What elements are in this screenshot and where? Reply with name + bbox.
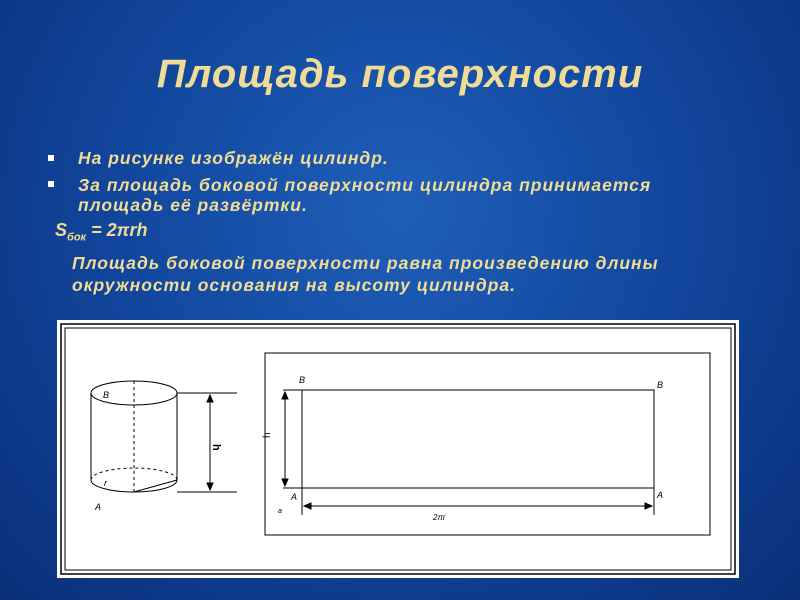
slide-title: Площадь поверхности [156,52,644,96]
formula-subscript: бок [67,231,87,244]
cylinder-label-r: r [104,478,107,488]
arrowhead-down-icon [282,479,288,486]
arrowhead-up-icon [207,395,213,402]
figure-frame [57,320,739,578]
bullet-marker [48,155,54,161]
dev-label-h: h [262,432,273,438]
explanation-paragraph: Площадь боковой поверхности равна произведению длины окружности основания на высоту цилиндра. [72,253,659,295]
development-rectangle [302,390,654,488]
cylinder-label-a: A [95,502,102,512]
dev-label-2pir: 2πr [433,513,446,522]
formula [55,220,147,244]
dev-caption: a [278,508,282,515]
cylinder-figure [57,320,739,578]
bullet-lateral-area: За площадь боковой поверхности цилиндра принимается площадь её развёртки. [78,175,652,215]
formula-symbol: S [55,220,68,240]
arrowhead-up-icon [282,392,288,399]
dev-label-a-left: A [291,492,298,502]
figure-outer-border [61,324,735,574]
development-frame [265,353,710,535]
bullet-cylinder: На рисунке изображён цилиндр. [78,148,389,168]
figure-inner-border [65,328,731,570]
cylinder-label-b: B [103,390,110,400]
dev-label-b-right: B [657,380,664,390]
bullet-marker [48,181,54,187]
dev-label-a-right: A [657,490,664,500]
dev-label-b-left: B [299,375,306,385]
development-drawing [282,390,654,515]
formula-rhs: = 2πrh [86,220,148,240]
cylinder-label-h: h [210,444,222,451]
arrowhead-right-icon [645,503,652,509]
cylinder-drawing [91,381,237,492]
arrowhead-left-icon [304,503,311,509]
arrowhead-down-icon [207,483,213,490]
